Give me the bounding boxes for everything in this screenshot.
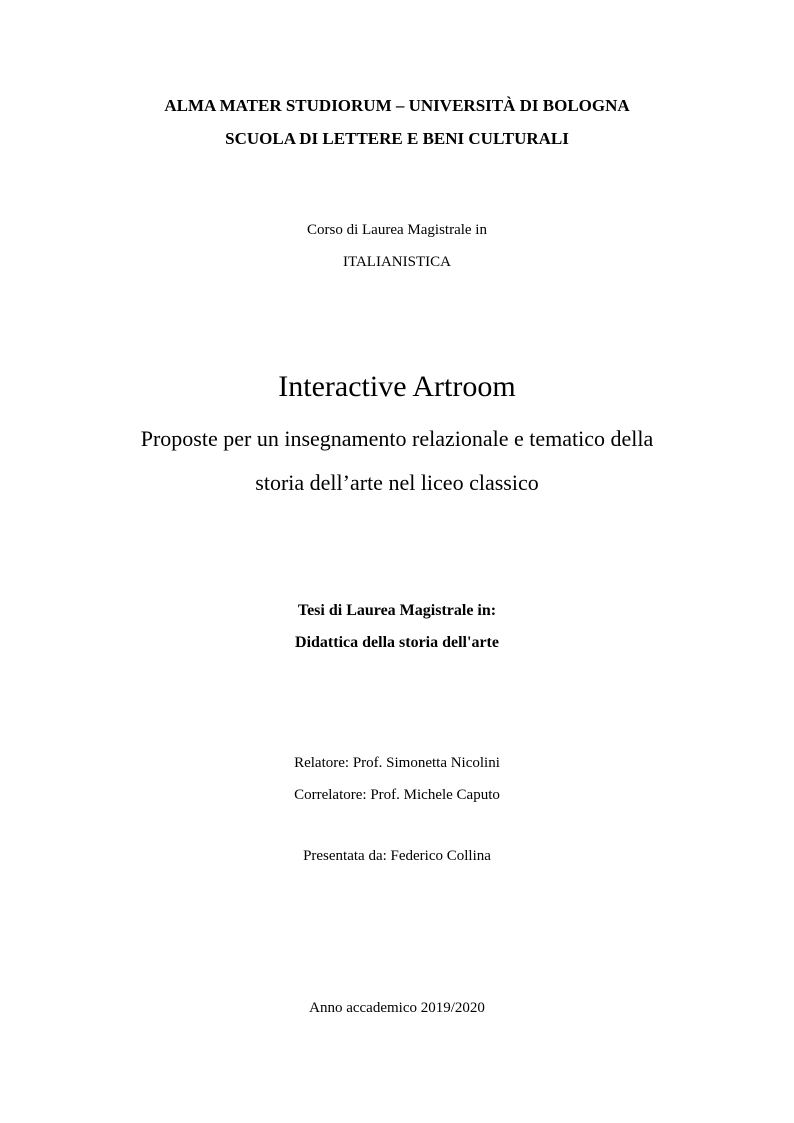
course-name: ITALIANISTICA xyxy=(343,254,451,270)
relatore: Relatore: Prof. Simonetta Nicolini xyxy=(294,755,500,771)
thesis-subtitle-line-1: Proposte per un insegnamento relazionale e tematico della xyxy=(140,426,654,451)
thesis-title: Interactive Artroom xyxy=(278,370,516,403)
presentata-da: Presentata da: Federico Collina xyxy=(303,848,491,864)
course-label: Corso di Laurea Magistrale in xyxy=(307,222,487,238)
academic-year: Anno accademico 2019/2020 xyxy=(309,1000,485,1016)
school-name: SCUOLA DI LETTERE E BENI CULTURALI xyxy=(225,129,569,148)
discipline-name: Didattica della storia dell'arte xyxy=(295,634,499,651)
correlatore: Correlatore: Prof. Michele Caputo xyxy=(294,787,500,803)
thesis-subtitle-line-2: storia dell’arte nel liceo classico xyxy=(255,470,539,495)
discipline-label: Tesi di Laurea Magistrale in: xyxy=(297,602,497,619)
university-name: ALMA MATER STUDIORUM – UNIVERSITÀ DI BOLOGNA xyxy=(164,96,630,115)
